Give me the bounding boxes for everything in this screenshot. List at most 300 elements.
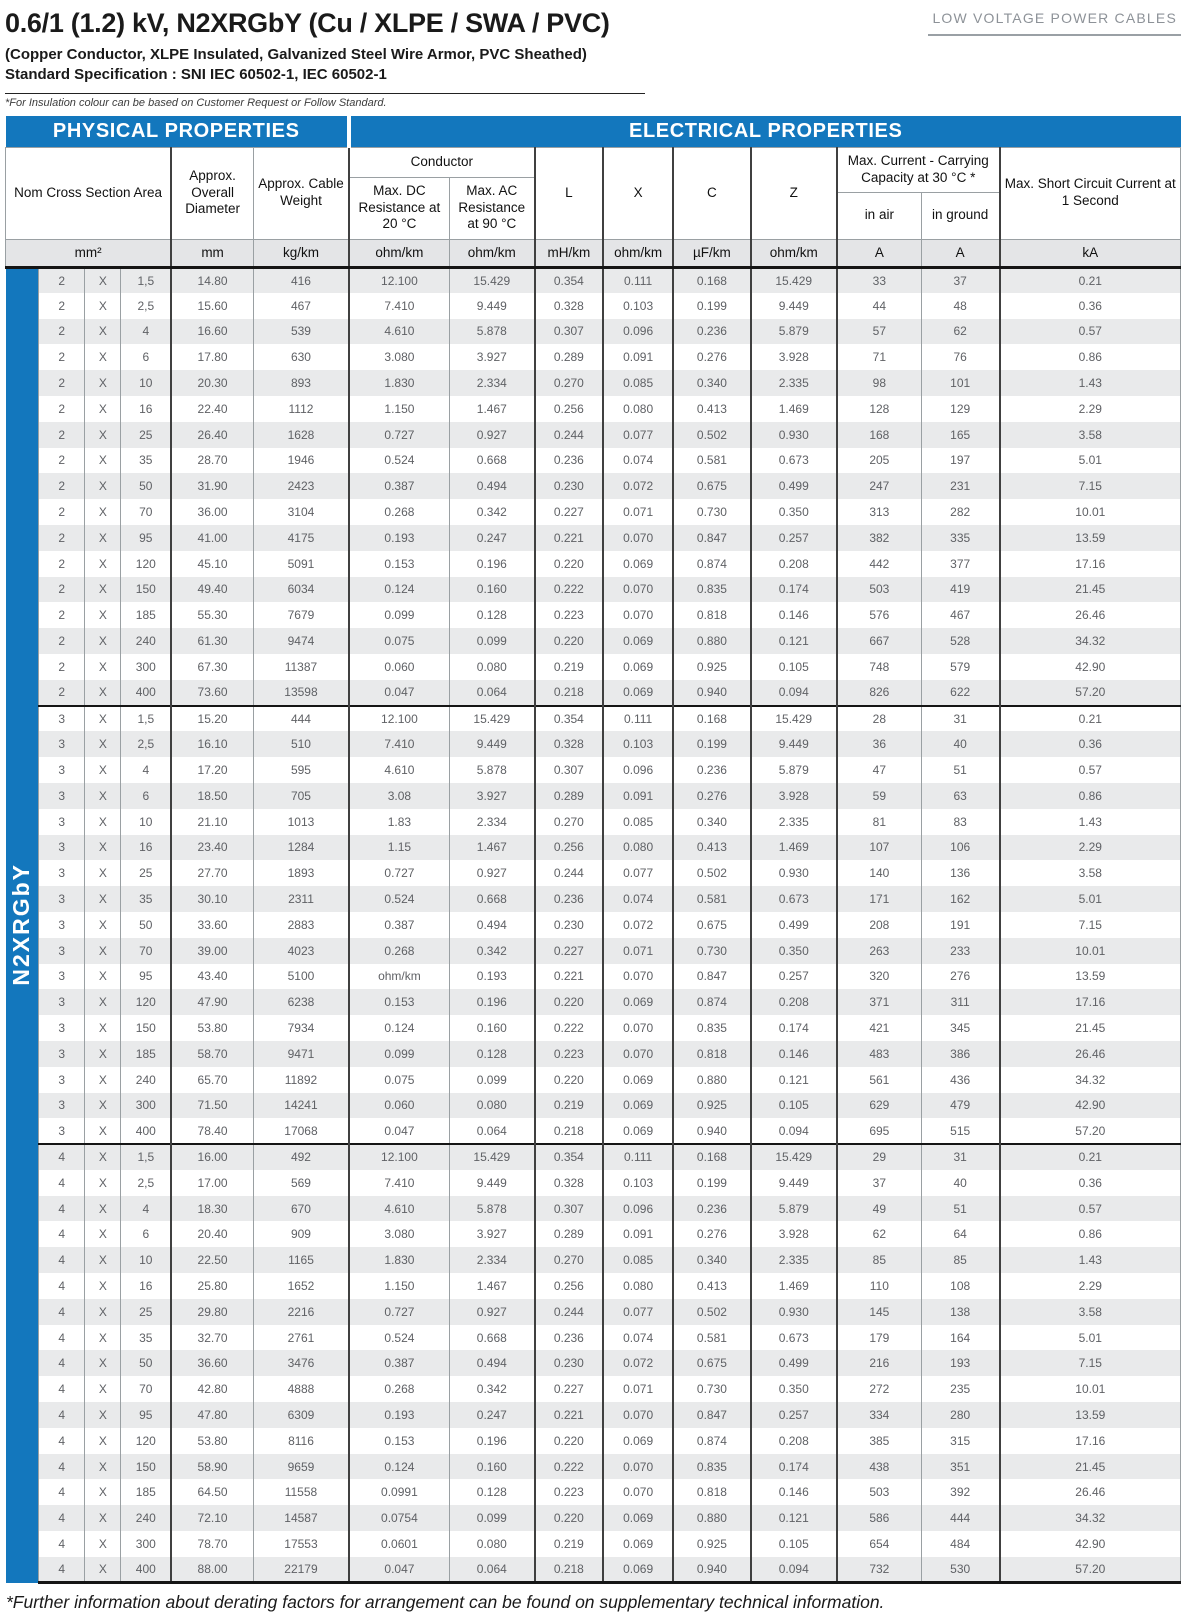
cell-cores: 3 [39,731,85,757]
cell-in-ground: 235 [921,1376,999,1402]
cell-diameter: 55.30 [171,602,253,628]
cell-l: 0.256 [535,1273,603,1299]
cell-weight: 7679 [253,602,348,628]
cell-x: 0.070 [603,602,673,628]
cell-diameter: 26.40 [171,422,253,448]
cell-weight: 11387 [253,654,348,680]
cell-size: 25 [121,860,171,886]
cell-l: 0.221 [535,964,603,990]
cell-z: 1.469 [751,396,837,422]
cell-weight: 1893 [253,860,348,886]
cell-weight: 510 [253,731,348,757]
cell-in-ground: 165 [921,422,999,448]
cell-x: 0.080 [603,835,673,861]
cell-l: 0.244 [535,860,603,886]
cell-cores: 3 [39,1118,85,1144]
cell-cores: 3 [39,912,85,938]
table-row [6,1221,1181,1247]
cell-dc-resistance: 0.193 [349,1402,449,1428]
cell-short-circuit: 0.21 [1000,706,1181,732]
cell-dc-resistance: 0.047 [349,680,449,706]
cell-c: 0.675 [673,473,750,499]
cell-cores: 2 [39,628,85,654]
cell-l: 0.220 [535,1067,603,1093]
table-row [6,809,1181,835]
cell-z: 0.121 [751,1505,837,1531]
title-block [5,6,610,83]
cell-ac-resistance: 1.467 [449,396,534,422]
cell-l: 0.218 [535,1557,603,1583]
cell-in-air: 98 [837,370,921,396]
cell-in-ground: 101 [921,370,999,396]
cell-diameter: 25.80 [171,1273,253,1299]
cell-l: 0.230 [535,1350,603,1376]
cell-in-air: 421 [837,1015,921,1041]
cell-short-circuit: 5.01 [1000,886,1181,912]
cell-cores: 2 [39,293,85,319]
cell-size: 2,5 [121,731,171,757]
cell-in-air: 576 [837,602,921,628]
cell-weight: 893 [253,370,348,396]
table-row [6,602,1181,628]
cell-size: 2,5 [121,1170,171,1196]
cell-dc-resistance: 7.410 [349,293,449,319]
electrical-properties-header: ELECTRICAL PROPERTIES [349,116,1181,147]
cell-c: 0.940 [673,1118,750,1144]
cell-in-air: 320 [837,964,921,990]
cell-weight: 2761 [253,1325,348,1351]
table-row [6,1196,1181,1222]
cell-dc-resistance: 1.830 [349,370,449,396]
table-row [6,860,1181,886]
cell-in-ground: 62 [921,319,999,345]
cell-diameter: 17.00 [171,1170,253,1196]
cell-x: 0.069 [603,680,673,706]
col-header-nom-cross-section: Nom Cross Section Area [6,147,172,239]
table-row [6,1273,1181,1299]
cell-weight: 4023 [253,938,348,964]
cell-times: X [85,654,121,680]
cell-short-circuit: 3.58 [1000,422,1181,448]
cell-dc-resistance: 0.524 [349,448,449,474]
cell-weight: 22179 [253,1557,348,1583]
cell-ac-resistance: 2.334 [449,1247,534,1273]
cell-z: 0.121 [751,1067,837,1093]
table-row [6,551,1181,577]
cell-x: 0.096 [603,319,673,345]
cell-size: 10 [121,1247,171,1273]
cell-z: 2.335 [751,370,837,396]
cell-short-circuit: 42.90 [1000,1531,1181,1557]
cell-weight: 595 [253,757,348,783]
cell-x: 0.069 [603,1118,673,1144]
cell-cores: 4 [39,1247,85,1273]
cell-times: X [85,1428,121,1454]
table-row [6,757,1181,783]
cell-short-circuit: 10.01 [1000,1376,1181,1402]
unit-short-circuit: kA [1000,239,1181,267]
cell-in-ground: 280 [921,1402,999,1428]
cell-ac-resistance: 15.429 [449,1144,534,1170]
cell-size: 185 [121,1479,171,1505]
cell-size: 150 [121,1454,171,1480]
col-header-short-circuit: Max. Short Circuit Current at 1 Second [1000,147,1181,239]
cell-cores: 4 [39,1325,85,1351]
cell-x: 0.103 [603,1170,673,1196]
table-body [6,267,1181,1583]
cell-x: 0.096 [603,1196,673,1222]
cell-times: X [85,680,121,706]
physical-properties-header: PHYSICAL PROPERTIES [6,116,349,147]
cell-z: 0.094 [751,680,837,706]
cell-short-circuit: 0.36 [1000,293,1181,319]
cell-x: 0.069 [603,654,673,680]
cell-c: 0.730 [673,1376,750,1402]
cell-ac-resistance: 1.467 [449,1273,534,1299]
cell-weight: 1628 [253,422,348,448]
cell-l: 0.328 [535,731,603,757]
cell-weight: 6309 [253,1402,348,1428]
cell-in-ground: 233 [921,938,999,964]
cell-dc-resistance: 0.124 [349,1454,449,1480]
cell-c: 0.236 [673,1196,750,1222]
cell-l: 0.354 [535,267,603,293]
table-row [6,680,1181,706]
cell-diameter: 20.30 [171,370,253,396]
cell-ac-resistance: 2.334 [449,370,534,396]
cell-z: 5.879 [751,757,837,783]
cell-ac-resistance: 0.927 [449,1299,534,1325]
cell-c: 0.835 [673,1454,750,1480]
cell-diameter: 27.70 [171,860,253,886]
cell-diameter: 18.50 [171,783,253,809]
cell-in-air: 208 [837,912,921,938]
cell-ac-resistance: 0.247 [449,525,534,551]
cell-dc-resistance: 3.08 [349,783,449,809]
cell-ac-resistance: 5.878 [449,1196,534,1222]
cell-weight: 909 [253,1221,348,1247]
cell-diameter: 17.20 [171,757,253,783]
cell-diameter: 22.40 [171,396,253,422]
cell-cores: 2 [39,344,85,370]
cell-z: 0.350 [751,499,837,525]
cell-diameter: 36.60 [171,1350,253,1376]
cell-cores: 3 [39,706,85,732]
cell-z: 15.429 [751,1144,837,1170]
cell-in-air: 81 [837,809,921,835]
table-row [6,422,1181,448]
cell-c: 0.730 [673,938,750,964]
cell-times: X [85,525,121,551]
col-header-l: L [535,147,603,239]
cell-diameter: 78.40 [171,1118,253,1144]
cell-l: 0.354 [535,706,603,732]
cell-in-ground: 315 [921,1428,999,1454]
cell-dc-resistance: 0.387 [349,1350,449,1376]
cell-cores: 3 [39,989,85,1015]
cell-diameter: 21.10 [171,809,253,835]
cell-ac-resistance: 3.927 [449,783,534,809]
cell-short-circuit: 10.01 [1000,938,1181,964]
cell-size: 6 [121,783,171,809]
cell-in-air: 503 [837,1479,921,1505]
cell-weight: 1013 [253,809,348,835]
cell-weight: 670 [253,1196,348,1222]
cell-times: X [85,448,121,474]
cell-z: 0.146 [751,602,837,628]
cell-in-ground: 419 [921,577,999,603]
cell-size: 1,5 [121,706,171,732]
cell-c: 0.340 [673,370,750,396]
cell-diameter: 16.10 [171,731,253,757]
cell-z: 0.350 [751,938,837,964]
cell-in-ground: 106 [921,835,999,861]
cell-in-air: 438 [837,1454,921,1480]
cell-l: 0.270 [535,370,603,396]
cell-short-circuit: 1.43 [1000,809,1181,835]
cell-dc-resistance: 1.150 [349,1273,449,1299]
table-row [6,1170,1181,1196]
cell-ac-resistance: 1.467 [449,835,534,861]
cell-ac-resistance: 0.160 [449,1015,534,1041]
table-row [6,1454,1181,1480]
cell-in-ground: 31 [921,706,999,732]
cell-in-air: 205 [837,448,921,474]
table-row [6,448,1181,474]
cell-c: 0.168 [673,1144,750,1170]
cell-cores: 4 [39,1479,85,1505]
cell-in-ground: 40 [921,731,999,757]
cell-in-ground: 197 [921,448,999,474]
cell-in-air: 33 [837,267,921,293]
cell-times: X [85,344,121,370]
table-row [6,1402,1181,1428]
table-row [6,783,1181,809]
cell-cores: 3 [39,860,85,886]
cell-dc-resistance: 4.610 [349,1196,449,1222]
cell-times: X [85,964,121,990]
cell-times: X [85,577,121,603]
cell-l: 0.354 [535,1144,603,1170]
cell-in-air: 667 [837,628,921,654]
cell-dc-resistance: 1.830 [349,1247,449,1273]
cell-z: 0.257 [751,964,837,990]
cell-l: 0.223 [535,1479,603,1505]
cell-x: 0.091 [603,783,673,809]
cell-c: 0.413 [673,1273,750,1299]
cell-ac-resistance: 0.080 [449,654,534,680]
cell-cores: 3 [39,938,85,964]
cell-weight: 4888 [253,1376,348,1402]
cell-in-ground: 386 [921,1041,999,1067]
cell-dc-resistance: 0.075 [349,1067,449,1093]
cell-dc-resistance: 12.100 [349,1144,449,1170]
cell-in-ground: 164 [921,1325,999,1351]
cell-diameter: 64.50 [171,1479,253,1505]
cell-size: 70 [121,499,171,525]
cell-weight: 2423 [253,473,348,499]
cell-z: 9.449 [751,1170,837,1196]
cell-size: 300 [121,654,171,680]
cell-in-air: 110 [837,1273,921,1299]
cell-weight: 13598 [253,680,348,706]
col-header-ac-resistance: Max. AC Resistance at 90 °C [449,177,534,239]
cell-in-air: 247 [837,473,921,499]
cell-in-air: 826 [837,680,921,706]
cell-x: 0.070 [603,577,673,603]
cell-diameter: 72.10 [171,1505,253,1531]
cell-weight: 7934 [253,1015,348,1041]
cell-times: X [85,912,121,938]
cell-times: X [85,499,121,525]
table-row [6,1067,1181,1093]
cell-size: 120 [121,989,171,1015]
cell-times: X [85,370,121,396]
cell-ac-resistance: 9.449 [449,1170,534,1196]
category-label: LOW VOLTAGE POWER CABLES [928,8,1181,36]
cell-in-ground: 282 [921,499,999,525]
cell-c: 0.168 [673,706,750,732]
cell-size: 16 [121,396,171,422]
table-row [6,1299,1181,1325]
table-row [6,1325,1181,1351]
cell-in-ground: 40 [921,1170,999,1196]
cell-in-air: 49 [837,1196,921,1222]
cell-times: X [85,835,121,861]
cell-short-circuit: 34.32 [1000,1067,1181,1093]
cell-c: 0.675 [673,1350,750,1376]
cell-diameter: 33.60 [171,912,253,938]
cell-in-ground: 162 [921,886,999,912]
cell-l: 0.289 [535,1221,603,1247]
cell-times: X [85,1247,121,1273]
cell-l: 0.218 [535,1118,603,1144]
cell-short-circuit: 2.29 [1000,1273,1181,1299]
cell-times: X [85,1093,121,1119]
cell-x: 0.070 [603,1015,673,1041]
cell-ac-resistance: 0.342 [449,1376,534,1402]
cell-ac-resistance: 0.064 [449,680,534,706]
col-header-in-air: in air [837,192,921,239]
table-row [6,1479,1181,1505]
table-row [6,628,1181,654]
cell-c: 0.276 [673,783,750,809]
document-header [5,6,1181,83]
col-header-dc-resistance: Max. DC Resistance at 20 °C [349,177,449,239]
cell-in-air: 263 [837,938,921,964]
cell-z: 0.350 [751,1376,837,1402]
cell-z: 0.121 [751,628,837,654]
cell-l: 0.223 [535,1041,603,1067]
cell-z: 2.335 [751,809,837,835]
cell-short-circuit: 13.59 [1000,1402,1181,1428]
cell-z: 0.930 [751,1299,837,1325]
cell-size: 4 [121,319,171,345]
cell-size: 185 [121,1041,171,1067]
cell-x: 0.070 [603,1454,673,1480]
cell-in-ground: 48 [921,293,999,319]
cell-z: 0.499 [751,473,837,499]
cell-dc-resistance: 1.15 [349,835,449,861]
cell-z: 3.928 [751,783,837,809]
cell-diameter: 18.30 [171,1196,253,1222]
cell-short-circuit: 34.32 [1000,1505,1181,1531]
cell-in-air: 140 [837,860,921,886]
cell-short-circuit: 0.57 [1000,1196,1181,1222]
unit-z: ohm/km [751,239,837,267]
cell-in-ground: 436 [921,1067,999,1093]
cell-x: 0.071 [603,938,673,964]
cell-dc-resistance: 12.100 [349,706,449,732]
cell-cores: 3 [39,1093,85,1119]
cell-size: 4 [121,757,171,783]
cell-short-circuit: 1.43 [1000,370,1181,396]
cell-ac-resistance: 0.080 [449,1093,534,1119]
cell-size: 400 [121,680,171,706]
cell-times: X [85,886,121,912]
cell-ac-resistance: 3.927 [449,344,534,370]
cell-l: 0.270 [535,1247,603,1273]
cell-dc-resistance: 7.410 [349,731,449,757]
cell-dc-resistance: 0.268 [349,499,449,525]
cell-l: 0.244 [535,1299,603,1325]
cell-l: 0.244 [535,422,603,448]
cell-l: 0.223 [535,602,603,628]
col-header-max-current: Max. Current - Carrying Capacity at 30 °C * [837,147,1000,192]
cell-weight: 1112 [253,396,348,422]
cell-cores: 2 [39,680,85,706]
cell-short-circuit: 26.46 [1000,602,1181,628]
table-row [6,1015,1181,1041]
table-row [6,1505,1181,1531]
cell-dc-resistance: 0.124 [349,1015,449,1041]
cell-c: 0.675 [673,912,750,938]
column-header-row [6,147,1181,177]
cell-l: 0.218 [535,680,603,706]
cell-short-circuit: 0.86 [1000,344,1181,370]
cell-dc-resistance: 1.83 [349,809,449,835]
cell-in-air: 71 [837,344,921,370]
cell-x: 0.069 [603,1093,673,1119]
cell-cores: 2 [39,654,85,680]
cell-times: X [85,396,121,422]
cell-x: 0.070 [603,1402,673,1428]
cell-short-circuit: 42.90 [1000,1093,1181,1119]
cell-in-ground: 136 [921,860,999,886]
cell-c: 0.940 [673,680,750,706]
cell-diameter: 58.70 [171,1041,253,1067]
cell-in-air: 371 [837,989,921,1015]
cell-in-air: 59 [837,783,921,809]
cell-c: 0.847 [673,1402,750,1428]
cell-times: X [85,1118,121,1144]
cell-ac-resistance: 9.449 [449,731,534,757]
cell-in-ground: 345 [921,1015,999,1041]
cell-x: 0.111 [603,267,673,293]
cell-times: X [85,602,121,628]
unit-in-ground: A [921,239,999,267]
cell-x: 0.091 [603,344,673,370]
cell-size: 400 [121,1557,171,1583]
cell-x: 0.069 [603,1067,673,1093]
cell-ac-resistance: 0.099 [449,1505,534,1531]
cell-ac-resistance: 0.064 [449,1118,534,1144]
cell-l: 0.236 [535,1325,603,1351]
cell-in-ground: 51 [921,757,999,783]
cell-l: 0.289 [535,783,603,809]
header-divider [5,93,645,94]
cell-dc-resistance: 0.099 [349,1041,449,1067]
